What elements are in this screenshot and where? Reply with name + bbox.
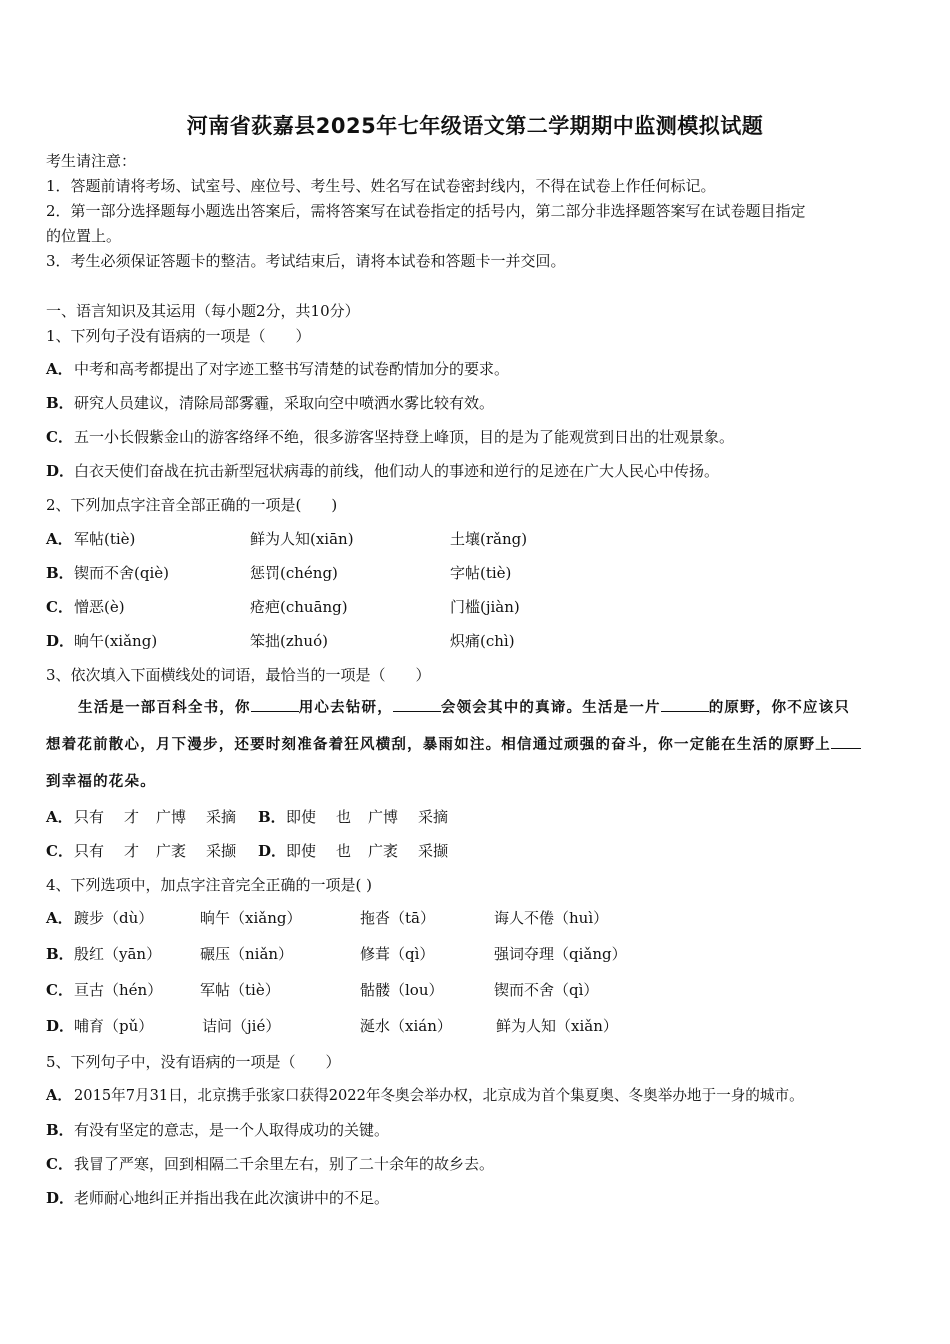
option-word: 采撷	[206, 842, 237, 860]
option-cell: 笨拙(zhuó)	[250, 632, 328, 650]
option-row	[46, 979, 906, 1001]
passage-line	[46, 727, 908, 764]
option-row	[46, 840, 906, 862]
option-label: C．	[46, 981, 73, 999]
option-cell: 碾压（niǎn）	[200, 945, 294, 963]
option-text: 白衣天使们奋战在抗击新型冠状病毒的前线，他们动人的事迹和逆行的足迹在广大人民心中传扬。	[74, 462, 720, 480]
question-stem: 2、下列加点字注音全部正确的一项是( )	[46, 496, 338, 514]
option-text: 老师耐心地纠正并指出我在此次演讲中的不足。	[74, 1189, 390, 1207]
option-cell: 晌午（xiǎng）	[200, 909, 302, 927]
option-label: C．	[46, 598, 73, 616]
passage-text: 的原野，你不应该只	[708, 700, 851, 716]
option-cell: 骷髅（lou）	[360, 981, 444, 999]
option-cell: 殷红（yān）	[74, 945, 162, 963]
option-label: A．	[46, 909, 73, 927]
option-text: 五一小长假紫金山的游客络绎不绝，很多游客坚持登上峰顶，目的是为了能观赏到日出的壮观景象。	[74, 428, 735, 446]
option-row	[46, 562, 906, 584]
option-word: 采摘	[206, 808, 237, 826]
option-cell: 强词夺理（qiǎng）	[494, 945, 627, 963]
notice-item: 2．第一部分选择题每小题选出答案后，需将答案写在试卷指定的括号内，第二部分非选择题答案写在试卷题目指定	[46, 202, 806, 220]
option-word: 才	[124, 808, 140, 826]
option-word: 只有	[74, 808, 105, 826]
option-row	[46, 1015, 906, 1037]
option-row	[46, 1085, 910, 1107]
option-label: D．	[46, 462, 75, 480]
option-word: 也	[336, 842, 352, 860]
option-row	[46, 943, 906, 965]
passage-text: 会领会其中的真谛。生活是一片	[440, 700, 661, 716]
option-label: C．	[46, 428, 73, 446]
answer-blank	[251, 697, 299, 712]
option-row	[46, 358, 910, 380]
option-row	[46, 392, 910, 414]
option-word: 广袤	[368, 842, 399, 860]
option-label: D．	[258, 842, 287, 860]
option-label: A．	[46, 530, 73, 548]
option-word: 采摘	[418, 808, 449, 826]
option-cell: 拖沓（tā）	[360, 909, 435, 927]
option-cell: 晌午(xiǎng)	[74, 632, 158, 650]
option-row	[46, 1187, 910, 1209]
option-word: 只有	[74, 842, 105, 860]
question-stem: 3、依次填入下面横线处的词语，最恰当的一项是（ ）	[46, 666, 431, 684]
section-heading: 一、语言知识及其运用（每小题2分，共10分）	[46, 302, 360, 320]
option-cell: 惩罚(chéng)	[250, 564, 338, 582]
option-cell: 锲而不舍(qiè)	[74, 564, 169, 582]
answer-blank	[831, 734, 861, 749]
notice-item: 1．答题前请将考场、试室号、座位号、考生号、姓名写在试卷密封线内，不得在试卷上作任何标记。	[46, 177, 716, 195]
option-row	[46, 460, 910, 482]
option-label: D．	[46, 632, 75, 650]
option-cell: 亘古（hén）	[74, 981, 163, 999]
option-label: B．	[46, 1121, 74, 1139]
option-cell: 憎恶(è)	[74, 598, 125, 616]
option-label: B．	[46, 564, 74, 582]
option-word: 广博	[368, 808, 399, 826]
option-word: 即使	[286, 808, 317, 826]
option-cell: 土壤(rǎng)	[450, 530, 528, 548]
question-stem: 5、下列句子中，没有语病的一项是（ ）	[46, 1053, 341, 1071]
option-word: 广袤	[156, 842, 187, 860]
notice-heading: 考生请注意：	[46, 152, 137, 170]
option-cell: 军帖（tiè）	[200, 981, 280, 999]
option-text: 我冒了严寒，回到相隔二千余里左右，别了二十余年的故乡去。	[74, 1155, 495, 1173]
option-cell: 诘问（jié）	[202, 1017, 281, 1035]
reading-passage	[46, 690, 908, 801]
option-label: B．	[46, 945, 74, 963]
option-cell: 炽痛(chì)	[450, 632, 515, 650]
option-row	[46, 1153, 910, 1175]
option-label: B．	[46, 394, 74, 412]
notice-item: 3．考生必须保证答题卡的整洁。考试结束后，请将本试卷和答题卡一并交回。	[46, 252, 566, 270]
passage-line	[46, 764, 908, 801]
question-stem: 1、下列句子没有语病的一项是（ ）	[46, 327, 311, 345]
option-label: C．	[46, 1155, 73, 1173]
option-word: 即使	[286, 842, 317, 860]
question-stem: 4、下列选项中，加点字注音完全正确的一项是( )	[46, 876, 373, 894]
option-cell: 鲜为人知（xiǎn）	[496, 1017, 618, 1035]
option-row	[46, 630, 906, 652]
option-label: D．	[46, 1189, 75, 1207]
option-row	[46, 528, 906, 550]
passage-text: 用心去钻研，	[298, 700, 393, 716]
option-row	[46, 426, 910, 448]
option-row	[46, 806, 906, 828]
option-label: A．	[46, 360, 73, 378]
option-cell: 修葺（qì）	[360, 945, 435, 963]
option-word: 采撷	[418, 842, 449, 860]
option-label: A．	[46, 1087, 72, 1104]
option-text: 有没有坚定的意志，是一个人取得成功的关键。	[74, 1121, 390, 1139]
option-cell: 疮疤(chuāng)	[250, 598, 348, 616]
option-row	[46, 1119, 910, 1141]
notice-item: 的位置上。	[46, 227, 122, 245]
option-cell: 军帖(tiè)	[74, 530, 136, 548]
option-label: C．	[46, 842, 73, 860]
option-cell: 哺育（pǔ）	[74, 1017, 154, 1035]
option-word: 广博	[156, 808, 187, 826]
option-cell: 踱步（dù）	[74, 909, 154, 927]
option-label: D．	[46, 1017, 75, 1035]
option-cell: 涎水（xián）	[360, 1017, 452, 1035]
option-cell: 字帖(tiè)	[450, 564, 512, 582]
option-word: 也	[336, 808, 352, 826]
passage-text: 生活是一部百科全书，你	[78, 700, 251, 716]
passage-line	[46, 690, 908, 727]
option-cell: 诲人不倦（huì）	[494, 909, 609, 927]
option-text: 2015年7月31日，北京携手张家口获得2022年冬奥会举办权，北京成为首个集夏奥、冬奥举办地于一身的城市。	[74, 1087, 804, 1104]
option-row	[46, 907, 906, 929]
option-cell: 门槛(jiàn)	[450, 598, 520, 616]
option-text: 研究人员建议，清除局部雾霾，采取向空中喷洒水雾比较有效。	[74, 394, 495, 412]
passage-text: 想着花前散心，月下漫步，还要时刻准备着狂风横刮，暴雨如注。相信通过顽强的奋斗，你一定能在生活的原野上	[46, 737, 831, 753]
passage-text: 到幸福的花朵。	[46, 774, 156, 790]
option-row	[46, 596, 906, 618]
option-cell: 锲而不舍（qì）	[494, 981, 599, 999]
option-word: 才	[124, 842, 140, 860]
answer-blank	[393, 697, 441, 712]
option-cell: 鲜为人知(xiān)	[250, 530, 354, 548]
option-label: B．	[258, 808, 286, 826]
answer-blank	[661, 697, 709, 712]
option-label: A．	[46, 808, 73, 826]
page-title: 河南省荻嘉县2025年七年级语文第二学期期中监测模拟试题	[186, 114, 764, 138]
option-text: 中考和高考都提出了对字迹工整书写清楚的试卷酌情加分的要求。	[74, 360, 510, 378]
